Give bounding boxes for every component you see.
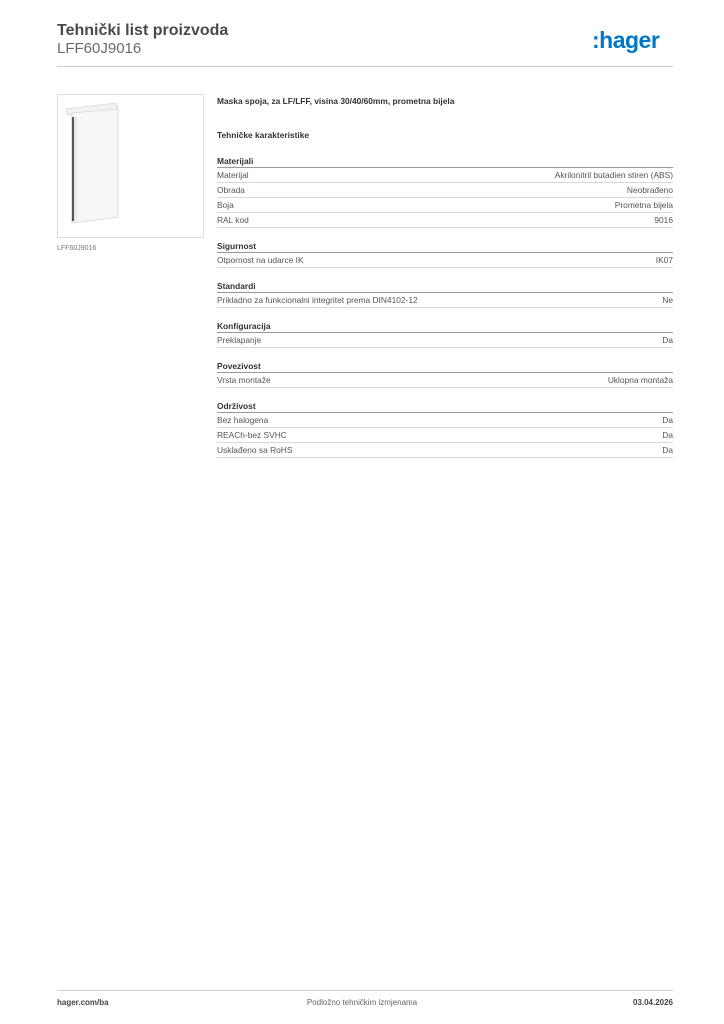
- spec-row: [217, 373, 673, 388]
- footer-notice: Podložno tehničkim izmjenama: [306, 998, 418, 1007]
- spec-label: Preklapanje: [217, 335, 262, 345]
- spec-section: [217, 400, 673, 458]
- product-code: LFF60J9016: [57, 40, 142, 57]
- tech-heading: Tehničke karakteristike: [217, 130, 310, 140]
- image-caption: LFF60J9016: [57, 245, 97, 252]
- spec-label: REACh-bez SVHC: [217, 430, 287, 440]
- spec-value: Ne: [662, 295, 673, 305]
- logo-text: hager: [599, 27, 660, 53]
- spec-label: Prikladno za funkcionalni integritet prema DIN4102-12: [217, 295, 418, 305]
- section-title: Standardi: [217, 280, 673, 293]
- spec-row: [217, 253, 673, 268]
- spec-value: IK07: [655, 255, 673, 265]
- section-title: Materijali: [217, 155, 673, 168]
- hager-logo: :hager: [592, 27, 660, 53]
- spec-value: Da: [662, 335, 673, 345]
- spec-value: Neobrađeno: [626, 185, 673, 195]
- spec-section: [217, 155, 673, 228]
- product-image: [57, 94, 204, 238]
- spec-value: Akrilonitril butadien stiren (ABS): [554, 170, 673, 180]
- spec-value: 9016: [654, 215, 673, 225]
- spec-value: Da: [662, 445, 673, 455]
- footer-divider: [57, 990, 673, 991]
- spec-label: Materijal: [217, 170, 249, 180]
- spec-label: Usklađeno sa RoHS: [217, 445, 293, 455]
- spec-value: Da: [662, 430, 673, 440]
- footer-website: hager.com/ba: [57, 998, 109, 1007]
- spec-sections: [217, 155, 673, 458]
- footer-date: 03.04.2026: [632, 998, 673, 1007]
- spec-value: Uklopna montaža: [607, 375, 673, 385]
- document-title: Tehnički list proizvoda: [57, 22, 229, 39]
- spec-value: Da: [662, 415, 673, 425]
- spec-row: [217, 168, 673, 183]
- spec-row: [217, 413, 673, 428]
- header-divider: [57, 66, 673, 67]
- spec-row: [217, 333, 673, 348]
- spec-row: [217, 198, 673, 213]
- section-title: Sigurnost: [217, 240, 673, 253]
- spec-section: [217, 360, 673, 388]
- spec-section: [217, 240, 673, 268]
- spec-label: Otpornost na udarce IK: [217, 255, 304, 265]
- section-title: Održivost: [217, 400, 673, 413]
- spec-row: [217, 293, 673, 308]
- product-description: Maska spoja, za LF/LFF, visina 30/40/60mm, prometna bijela: [217, 96, 455, 106]
- spec-value: Prometna bijela: [614, 200, 673, 210]
- spec-section: [217, 280, 673, 308]
- product-illustration: [58, 95, 203, 237]
- spec-row: [217, 443, 673, 458]
- spec-content: [217, 96, 673, 470]
- spec-label: Obrada: [217, 185, 245, 195]
- spec-row: [217, 213, 673, 228]
- spec-label: Bez halogena: [217, 415, 269, 425]
- spec-section: [217, 320, 673, 348]
- spec-label: Vrsta montaže: [217, 375, 271, 385]
- spec-label: Boja: [217, 200, 234, 210]
- section-title: Povezivost: [217, 360, 673, 373]
- spec-label: RAL kod: [217, 215, 249, 225]
- section-title: Konfiguracija: [217, 320, 673, 333]
- spec-row: [217, 183, 673, 198]
- spec-row: [217, 428, 673, 443]
